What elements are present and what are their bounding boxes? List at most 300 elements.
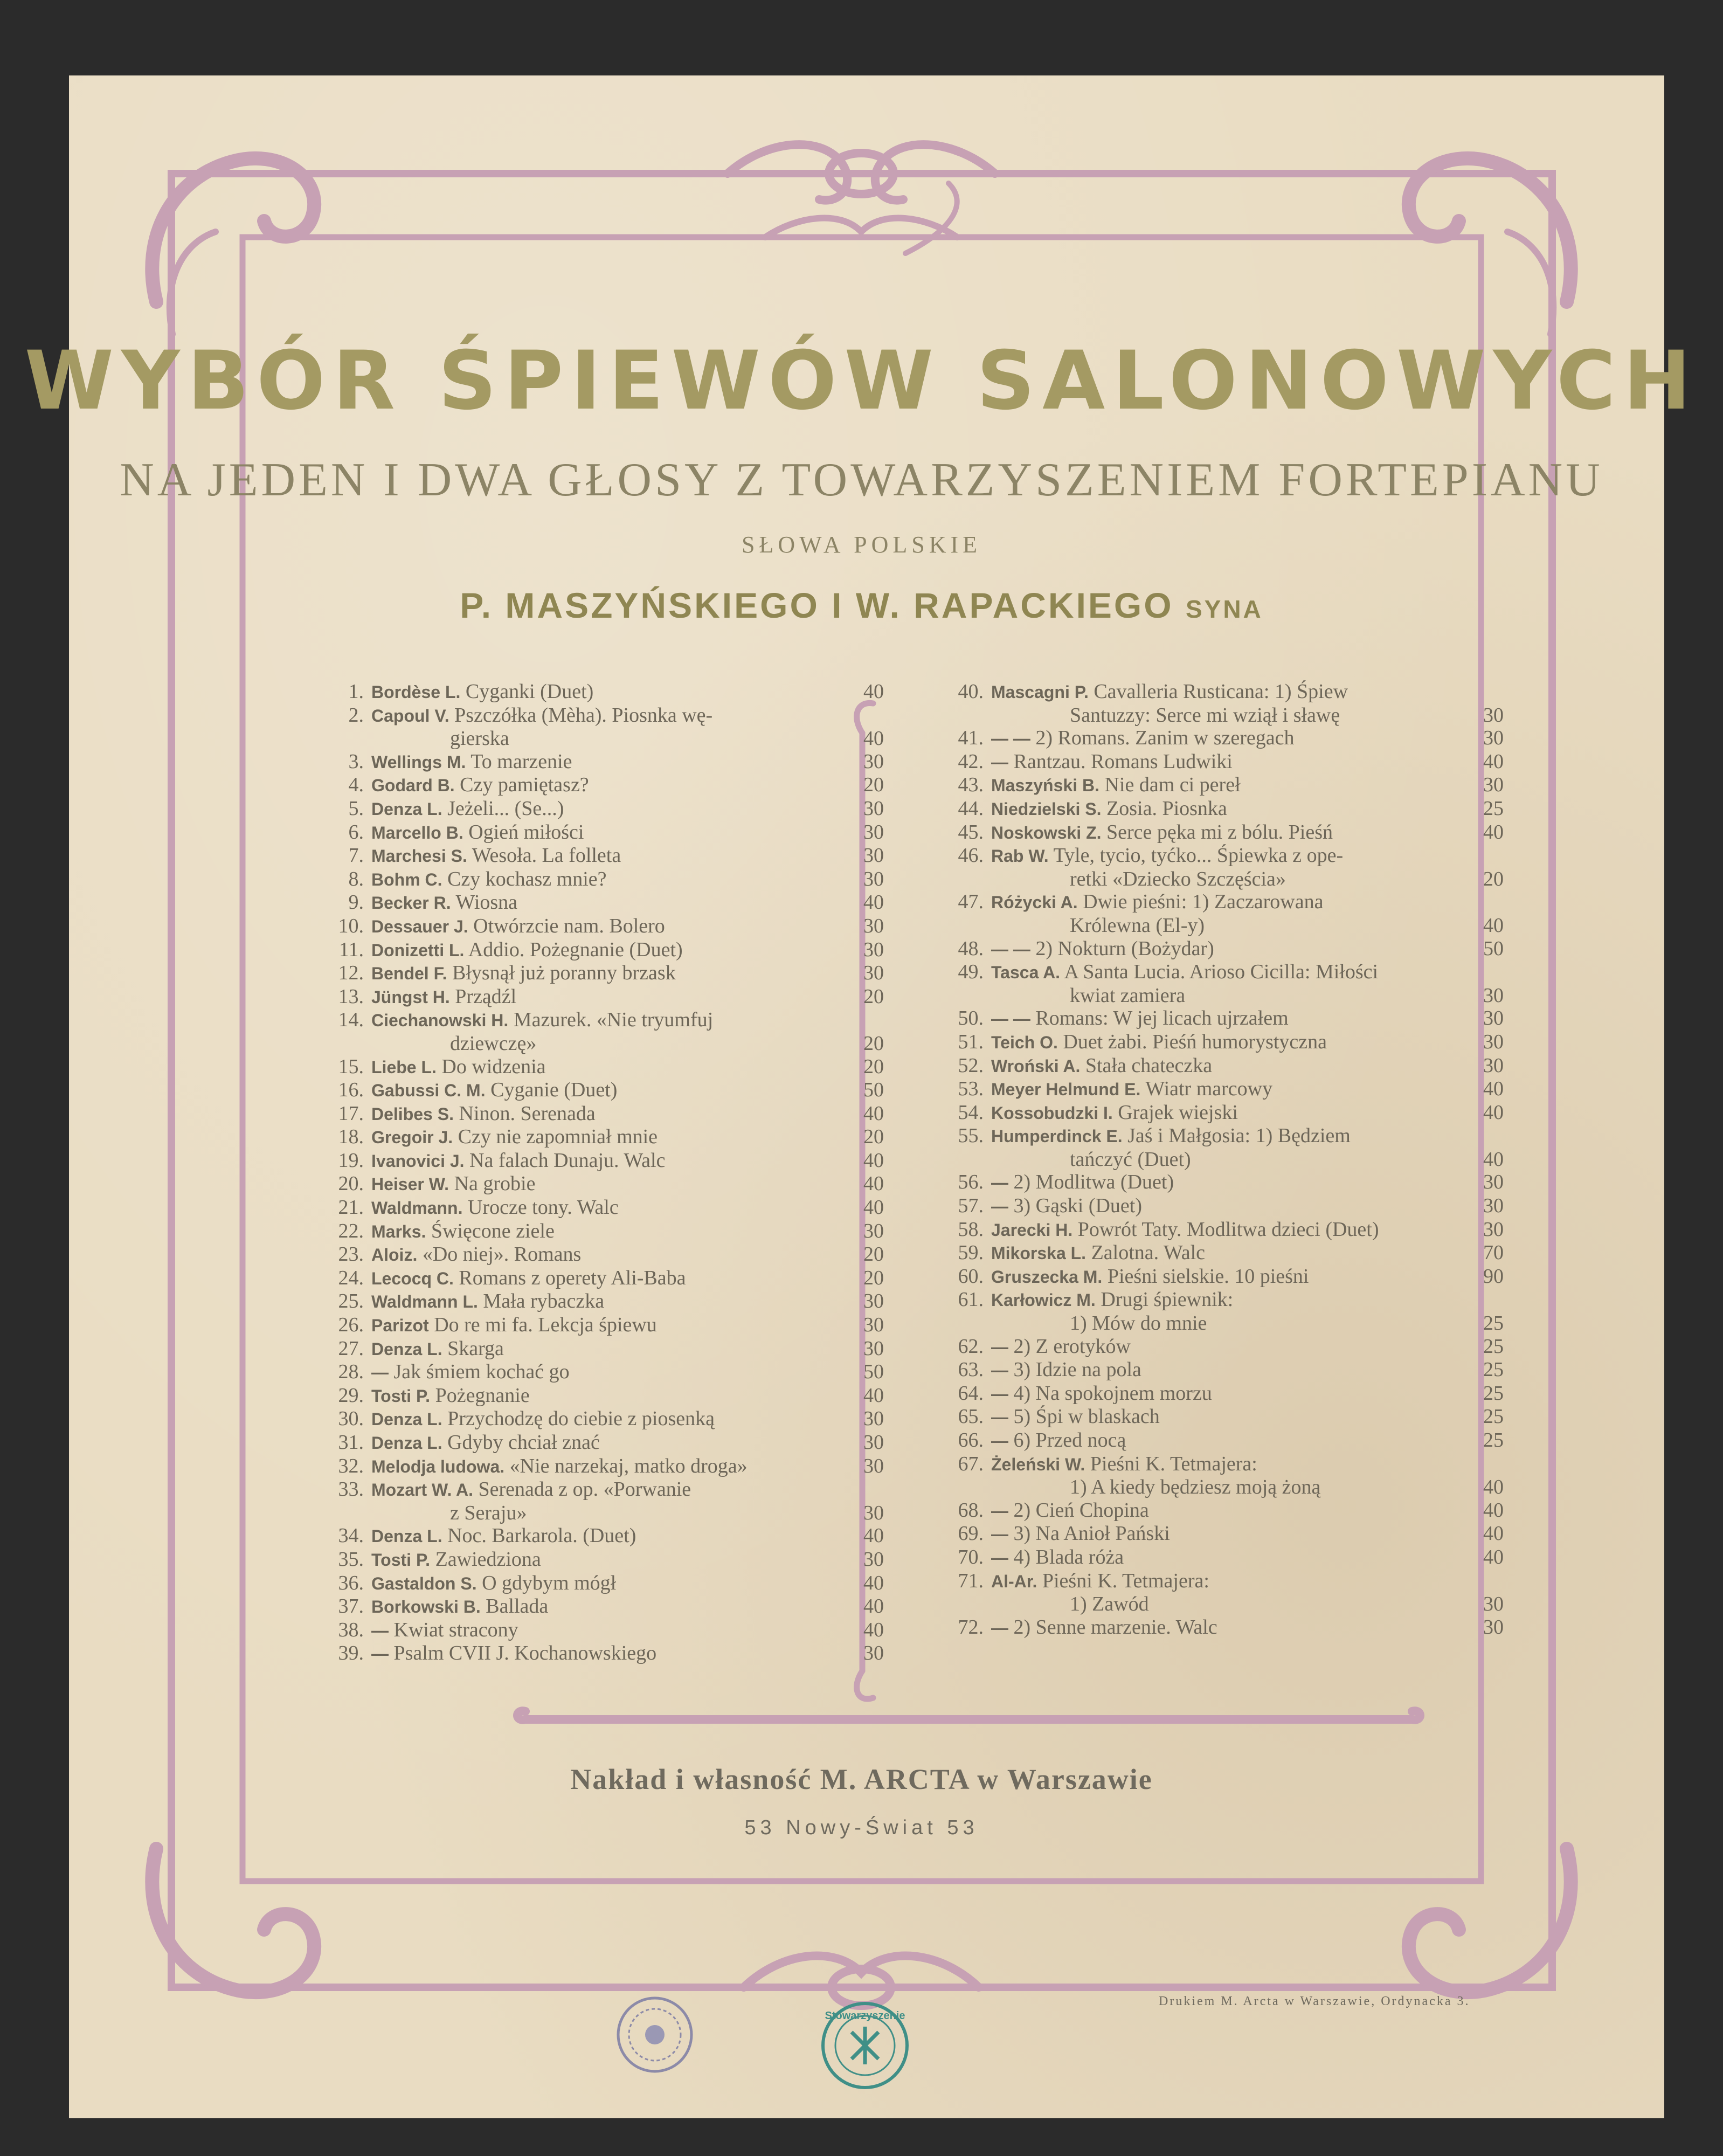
entry-body — [364, 1267, 846, 1290]
entry-body — [984, 937, 1466, 961]
entry-composer: Denza L. — [371, 799, 442, 819]
list-item — [943, 750, 1504, 774]
publisher-line: Nakład i własność M. ARCTA w Warszawie — [570, 1763, 1153, 1795]
entry-body — [984, 821, 1466, 845]
entry-title: 3) Idzie na pola — [1013, 1358, 1141, 1381]
entry-body — [364, 1595, 846, 1619]
entry-title: Pszczółka (Mèha). Piosnka wę- — [454, 703, 713, 727]
spacer — [1085, 1453, 1090, 1475]
entry-composer: Bendel F. — [371, 964, 447, 984]
list-item — [323, 821, 884, 845]
entry-price: 20 — [863, 985, 884, 1008]
spacer — [442, 1431, 448, 1454]
entry-composer: Marchesi S. — [371, 846, 467, 866]
list-item — [943, 937, 1504, 961]
entry-title: Noc. Barkarola. (Duet) — [447, 1524, 636, 1547]
spacer — [1078, 890, 1083, 913]
list-item — [943, 680, 1504, 704]
entry-body — [364, 1102, 846, 1126]
list-item — [943, 1194, 1504, 1218]
entry-title: 2) Cień Chopina — [1013, 1498, 1149, 1522]
entry-body — [984, 1031, 1466, 1054]
entry-body — [364, 1172, 846, 1196]
entry-price: 25 — [1483, 1335, 1504, 1358]
entry-composer: Karłowicz M. — [991, 1290, 1096, 1310]
entry-title: Otwórzcie nam. Bolero — [473, 914, 665, 937]
entry-price: 30 — [863, 914, 884, 937]
entry-title: 1) Zawód — [1070, 1593, 1149, 1616]
entry-number: 19. — [338, 1149, 364, 1172]
spacer — [508, 1008, 514, 1031]
spacer — [430, 1384, 435, 1407]
entry-title: 5) Śpi w blaskach — [1013, 1405, 1160, 1428]
entry-price: 30 — [1483, 1194, 1504, 1218]
spacer — [442, 1524, 448, 1547]
entry-number: 20. — [338, 1172, 364, 1196]
entry-body — [364, 773, 846, 797]
entry-number: 22. — [338, 1219, 364, 1242]
entry-composer: Humperdinck E. — [991, 1127, 1123, 1146]
list-item — [323, 1572, 884, 1595]
entry-number: 46. — [958, 844, 984, 867]
entry-body — [984, 1570, 1466, 1593]
entry-body — [364, 1572, 846, 1595]
entry-composer: Denza L. — [371, 1433, 442, 1453]
list-item — [943, 1218, 1504, 1242]
spacer — [1049, 844, 1054, 867]
entry-number: 51. — [958, 1030, 984, 1053]
entry-price: 40 — [863, 1618, 884, 1641]
entry-body — [364, 797, 846, 821]
list-item — [943, 773, 1504, 797]
entry-composer: Tosti P. — [371, 1550, 431, 1570]
entry-title: Skarga — [447, 1337, 504, 1360]
spacer — [389, 1360, 394, 1383]
entry-body — [364, 1125, 846, 1149]
list-item — [943, 960, 1504, 984]
spacer — [1113, 1101, 1118, 1124]
entry-composer: Meyer Helmund E. — [991, 1080, 1141, 1100]
entry-composer: Liebe L. — [371, 1057, 437, 1077]
entry-composer: Niedzielski S. — [991, 799, 1102, 819]
entry-price: 40 — [1483, 1545, 1504, 1568]
spacer — [467, 844, 472, 867]
page-title: WYBÓR ŚPIEWÓW SALONOWYCH — [24, 334, 1699, 428]
entry-title: 2) Senne marzenie. Walc — [1013, 1615, 1217, 1639]
entry-price: 30 — [863, 820, 884, 844]
entry-body — [984, 1546, 1466, 1570]
authors-names: P. MASZYŃSKIEGO I W. RAPACKIEGO — [460, 585, 1174, 625]
entry-title: Ballada — [486, 1595, 549, 1618]
entry-price: 25 — [1483, 1405, 1504, 1428]
entry-composer: Rab W. — [991, 846, 1049, 866]
entry-composer: — — [991, 1547, 1008, 1567]
entry-price: 30 — [1483, 1218, 1504, 1241]
list-item — [943, 1288, 1504, 1312]
entry-price: 40 — [863, 1196, 884, 1219]
entry-number: 72. — [958, 1615, 984, 1639]
entry-body — [984, 1522, 1466, 1546]
entry-price: 30 — [863, 938, 884, 961]
spacer — [1008, 1429, 1014, 1452]
list-item — [323, 1455, 884, 1478]
green-stamp-text: Stowarzyszenie — [825, 2010, 905, 2022]
entry-title: To marzenie — [470, 750, 572, 773]
list-item-continuation — [323, 727, 884, 750]
spacer — [417, 1243, 423, 1266]
list-item — [323, 1172, 884, 1196]
spacer — [504, 1455, 510, 1477]
entry-number: 9. — [348, 891, 364, 914]
spacer — [465, 1149, 470, 1172]
entry-body — [364, 1548, 846, 1572]
entry-body — [364, 962, 846, 985]
list-item-continuation — [943, 1593, 1504, 1616]
list-item — [943, 821, 1504, 845]
entry-title: Santuzzy: Serce mi wziął i sławę — [1070, 703, 1340, 727]
entry-number: 43. — [958, 773, 984, 797]
entry-number: 62. — [958, 1335, 984, 1358]
entry-title: Święcone ziele — [431, 1219, 555, 1242]
spacer — [454, 1267, 459, 1289]
entry-title: Mazurek. «Nie tryumfuj — [513, 1008, 714, 1032]
entry-number: 40. — [958, 680, 984, 703]
spacer — [1030, 937, 1036, 960]
entry-title: Dwie pieśni: 1) Zaczarowana — [1083, 890, 1324, 914]
entry-number: 37. — [338, 1595, 364, 1618]
entry-composer: Bohm C. — [371, 869, 442, 889]
spacer — [429, 1314, 434, 1336]
entry-body — [364, 1478, 846, 1502]
entry-composer: — — [991, 752, 1008, 772]
entry-number: 45. — [958, 820, 984, 844]
entry-title: Cavalleria Rusticana: 1) Śpiew — [1094, 680, 1348, 703]
entry-price: 30 — [1483, 1171, 1504, 1194]
entry-body — [984, 727, 1466, 750]
spacer — [1008, 1194, 1014, 1217]
entry-body — [364, 1314, 846, 1337]
entry-title: Serce pęka mi z bólu. Pieśń — [1106, 820, 1333, 844]
entry-composer: Kossobudzki I. — [991, 1103, 1113, 1123]
entry-composer: Różycki A. — [991, 893, 1078, 913]
entry-composer: Delibes S. — [371, 1104, 454, 1124]
song-list-right — [943, 680, 1504, 1639]
entry-number: 32. — [338, 1454, 364, 1477]
entry-composer: — — [991, 1431, 1008, 1450]
entry-composer: Aloiz. — [371, 1245, 418, 1265]
list-item — [323, 1196, 884, 1220]
list-item — [943, 1031, 1504, 1054]
list-item — [943, 1499, 1504, 1523]
entry-price: 30 — [1483, 984, 1504, 1007]
list-item — [323, 1290, 884, 1314]
song-list-left — [323, 680, 884, 1666]
list-item — [323, 1478, 884, 1502]
entry-title: Ogień miłości — [468, 820, 584, 844]
spacer — [437, 1055, 442, 1078]
list-item — [323, 1102, 884, 1126]
entry-price: 30 — [1483, 1054, 1504, 1077]
list-item — [323, 1360, 884, 1384]
entry-number: 52. — [958, 1054, 984, 1077]
list-item-continuation — [943, 704, 1504, 727]
entry-composer: Al-Ar. — [991, 1571, 1037, 1591]
entry-title: Addio. Pożegnanie (Duet) — [468, 938, 683, 961]
entry-number: 26. — [338, 1314, 364, 1337]
list-item — [323, 938, 884, 962]
entry-number: 71. — [958, 1569, 984, 1592]
entry-composer: — — [371, 1363, 389, 1383]
entry-title: Rantzau. Romans Ludwiki — [1013, 750, 1233, 773]
entry-title: «Do niej». Romans — [422, 1243, 582, 1266]
list-item-continuation — [323, 1502, 884, 1525]
entry-body — [364, 1384, 846, 1408]
entry-number: 42. — [958, 750, 984, 773]
entry-number: 6. — [348, 820, 364, 844]
entry-composer: Mozart W. A. — [371, 1480, 474, 1500]
entry-composer: Tosti P. — [371, 1386, 431, 1406]
entry-body — [984, 1171, 1466, 1194]
spacer — [1102, 1265, 1108, 1288]
list-item — [943, 1453, 1504, 1476]
spacer — [466, 750, 470, 773]
spacer — [426, 1220, 431, 1242]
entry-composer: — — [991, 1407, 1008, 1427]
entry-number: 24. — [338, 1266, 364, 1289]
entry-composer: Denza L. — [371, 1409, 442, 1429]
entry-price: 40 — [1483, 1498, 1504, 1522]
entry-price: 40 — [863, 891, 884, 914]
entry-number: 35. — [338, 1547, 364, 1571]
entry-price: 20 — [863, 773, 884, 797]
list-item — [943, 1101, 1504, 1125]
list-item — [323, 1314, 884, 1337]
entry-body — [984, 1382, 1466, 1406]
list-item — [323, 1524, 884, 1548]
entry-composer: Dessauer J. — [371, 916, 468, 936]
entry-title: Zalotna. Walc — [1091, 1241, 1206, 1264]
entry-composer: Melodja ludowa. — [371, 1456, 505, 1476]
entry-title: dziewczę» — [450, 1032, 537, 1055]
entry-title: 1) Mów do mnie — [1070, 1312, 1207, 1335]
spacer — [453, 1125, 458, 1148]
entry-composer: Żeleński W. — [991, 1454, 1085, 1474]
entry-number: 54. — [958, 1101, 984, 1124]
spacer — [468, 915, 474, 937]
entry-number: 3. — [348, 750, 364, 773]
list-item-continuation — [943, 868, 1504, 891]
entry-number: 8. — [348, 867, 364, 890]
entry-title: Do re mi fa. Lekcja śpiewu — [434, 1314, 657, 1337]
list-item-continuation — [943, 914, 1504, 937]
entry-number: 27. — [338, 1337, 364, 1360]
entry-price: 30 — [863, 1431, 884, 1454]
entry-price: 20 — [863, 1032, 884, 1055]
spacer — [455, 773, 460, 796]
entry-price: 40 — [1483, 1101, 1504, 1124]
entry-composer: Capoul V. — [371, 706, 449, 725]
entry-title: Pożegnanie — [435, 1384, 530, 1407]
entry-price: 25 — [1483, 1429, 1504, 1452]
entry-number: 15. — [338, 1055, 364, 1078]
entry-body — [984, 1218, 1466, 1242]
entry-body — [984, 750, 1466, 774]
entry-price: 20 — [863, 1055, 884, 1078]
list-item — [943, 890, 1504, 914]
entry-composer: Waldmann L. — [371, 1292, 478, 1312]
spacer — [1008, 1382, 1014, 1405]
entry-body — [364, 821, 846, 845]
entry-title: Drugi śpiewnik: — [1101, 1288, 1234, 1311]
list-item — [943, 1405, 1504, 1429]
list-item — [943, 727, 1504, 750]
entry-body — [364, 1055, 846, 1079]
entry-number: 29. — [338, 1384, 364, 1407]
list-item — [323, 1642, 884, 1666]
entry-body — [364, 1079, 846, 1102]
list-item — [323, 797, 884, 821]
list-item — [323, 1407, 884, 1431]
printer-line: Drukiem M. Arcta w Warszawie, Ordynacka 3. — [1159, 1994, 1470, 2008]
list-item — [323, 1079, 884, 1102]
entry-composer: Denza L. — [371, 1339, 442, 1359]
entry-number: 1. — [348, 680, 364, 703]
entry-number: 59. — [958, 1241, 984, 1264]
entry-title: 2) Romans. Zanim w szeregach — [1035, 727, 1295, 750]
entry-composer: Ciechanowski H. — [371, 1011, 509, 1031]
entry-composer: — — [991, 1197, 1008, 1217]
spacer — [449, 1172, 454, 1195]
society-stamp-icon — [819, 2000, 911, 2091]
spacer — [1096, 1288, 1101, 1311]
entry-body — [364, 1149, 846, 1173]
list-item — [323, 1220, 884, 1243]
spacer — [442, 1337, 448, 1360]
spacer — [1008, 1499, 1014, 1522]
entry-number: 4. — [348, 773, 364, 797]
entry-number: 23. — [338, 1243, 364, 1266]
entry-body — [984, 960, 1466, 984]
entry-composer: Marks. — [371, 1221, 426, 1241]
entry-price: 30 — [863, 1337, 884, 1360]
entry-composer: Maszyński B. — [991, 776, 1099, 796]
entry-body — [364, 1008, 846, 1032]
entry-title: Jak śmiem kochać go — [393, 1360, 570, 1384]
list-item — [323, 1267, 884, 1290]
entry-price: 30 — [1483, 727, 1504, 750]
entry-body — [364, 915, 846, 938]
entry-body — [364, 704, 846, 728]
spacer — [1089, 680, 1094, 703]
entry-composer: — — [371, 1620, 389, 1640]
list-item — [323, 891, 884, 915]
entry-title: 2) Z erotyków — [1013, 1335, 1131, 1358]
list-item — [323, 1055, 884, 1079]
spacer — [442, 868, 448, 890]
entry-title: Pieśni K. Tetmajera: — [1042, 1569, 1209, 1592]
entry-body — [364, 1642, 846, 1666]
list-item — [943, 1616, 1504, 1640]
entry-title: Pieśni sielskie. 10 pieśni — [1107, 1264, 1309, 1288]
spacer — [1008, 1616, 1014, 1639]
entry-price: 25 — [1483, 797, 1504, 820]
entry-number: 13. — [338, 985, 364, 1008]
list-item — [943, 1171, 1504, 1194]
entry-number: 67. — [958, 1452, 984, 1475]
entry-number: 38. — [338, 1618, 364, 1641]
entry-title: Urocze tony. Walc — [467, 1196, 619, 1219]
entry-number: 2. — [348, 703, 364, 727]
entry-number: 30. — [338, 1407, 364, 1431]
list-item — [323, 750, 884, 774]
entry-body — [984, 1265, 1466, 1289]
spacer — [430, 1548, 435, 1571]
entry-number: 16. — [338, 1079, 364, 1102]
entry-composer: Ivanovici J. — [371, 1151, 465, 1171]
entry-price: 20 — [863, 1125, 884, 1149]
spacer — [450, 985, 455, 1008]
entry-title: tańczyć (Duet) — [1070, 1148, 1191, 1171]
entry-title: Przychodzę do ciebie z piosenką — [447, 1407, 715, 1431]
entry-title: «Nie narzekaj, matko droga» — [509, 1454, 748, 1477]
entry-composer: Godard B. — [371, 776, 455, 796]
entry-title: Nie dam ci pereł — [1104, 773, 1241, 797]
entry-title: Wiatr marcowy — [1145, 1077, 1273, 1101]
entry-composer: — — [991, 1337, 1008, 1357]
list-item — [323, 680, 884, 704]
entry-body — [364, 1243, 846, 1267]
entry-price: 30 — [1483, 773, 1504, 797]
entry-title: Cyganie (Duet) — [490, 1079, 618, 1102]
entry-title: Serenada z op. «Porwanie — [478, 1478, 691, 1501]
list-item-continuation — [943, 1476, 1504, 1499]
spacer — [1086, 1241, 1091, 1264]
list-item — [323, 1431, 884, 1455]
entry-title: Jeżeli... (Se...) — [447, 797, 564, 820]
entry-price: 40 — [863, 1102, 884, 1125]
entry-title: retki «Dziecko Szczęścia» — [1070, 867, 1286, 890]
entry-price: 30 — [1483, 1007, 1504, 1030]
entry-body — [984, 1429, 1466, 1453]
spacer — [1102, 797, 1107, 820]
entry-title: gierska — [450, 727, 509, 750]
entry-body — [364, 844, 846, 868]
spacer — [1140, 1077, 1145, 1100]
library-stamp-icon — [614, 1994, 695, 2075]
entry-price: 30 — [863, 1407, 884, 1431]
entry-number: 12. — [338, 962, 364, 985]
entry-price: 40 — [1483, 820, 1504, 844]
list-item — [323, 868, 884, 892]
list-item — [323, 1008, 884, 1032]
entry-body — [364, 868, 846, 892]
spacer — [464, 938, 468, 961]
entry-body — [984, 1101, 1466, 1125]
entry-number: 65. — [958, 1405, 984, 1428]
entry-title: Czy pamiętasz? — [460, 773, 589, 797]
entry-number: 48. — [958, 937, 984, 960]
entry-title: Wesoła. La folleta — [472, 844, 621, 867]
entry-body — [364, 680, 846, 704]
entry-body — [984, 1335, 1466, 1359]
entry-composer: Teich O. — [991, 1032, 1058, 1052]
entry-body — [364, 985, 846, 1009]
entry-body — [364, 1290, 846, 1314]
list-item-continuation — [323, 1032, 884, 1055]
spacer — [1008, 1335, 1014, 1358]
entry-price: 40 — [863, 1571, 884, 1594]
entry-title: Prządźl — [455, 985, 517, 1008]
